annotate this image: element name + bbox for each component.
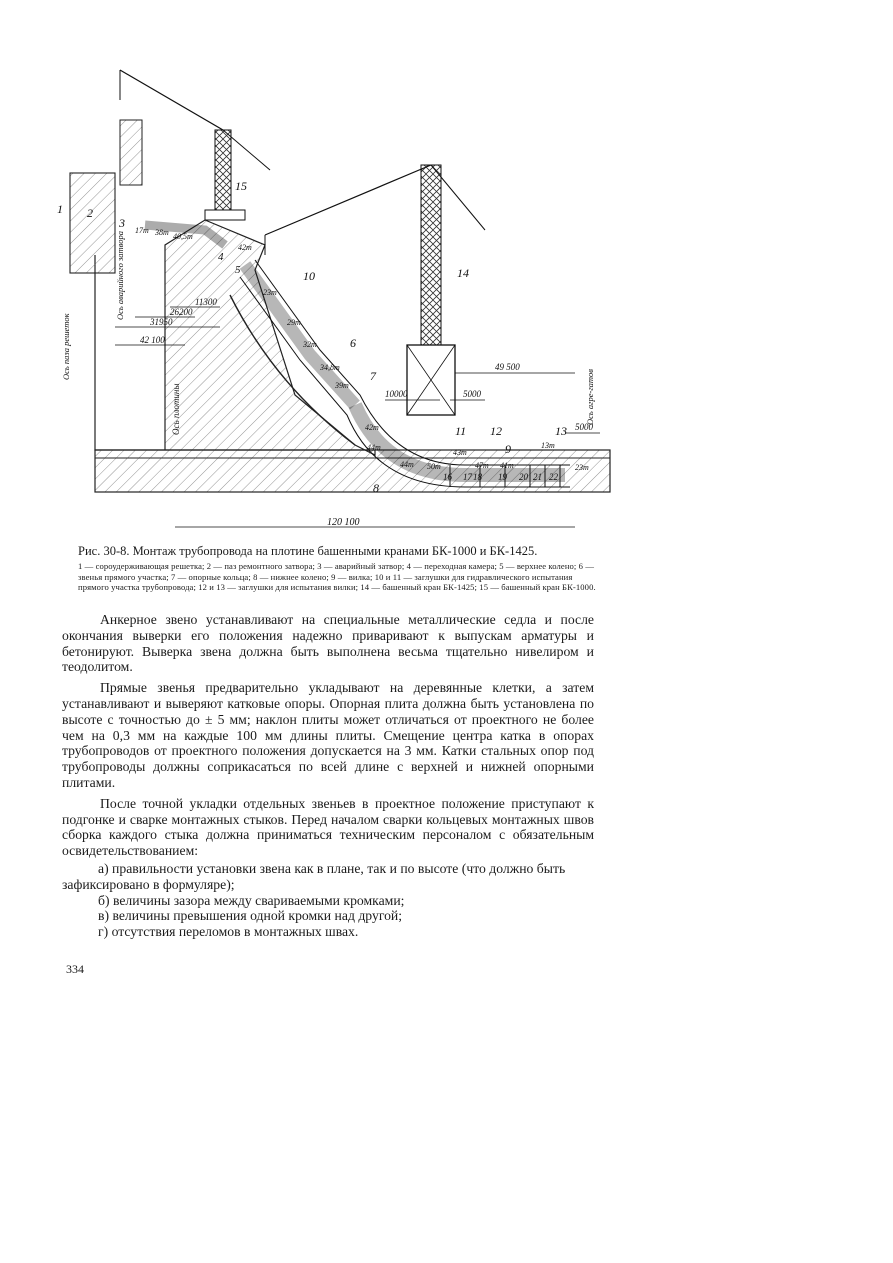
label-2: 2 <box>87 206 93 220</box>
label-14: 14 <box>457 266 469 280</box>
dim-49500: 49 500 <box>495 362 520 372</box>
label-17: 17 <box>463 472 472 482</box>
mass-23m: 23m <box>263 288 277 297</box>
label-7: 7 <box>370 369 376 383</box>
mass-32m: 32m <box>303 340 317 349</box>
page-number: 334 <box>66 962 84 976</box>
mass-47m: 47m <box>475 461 489 470</box>
label-16: 16 <box>443 472 452 482</box>
mass-41m: 41m <box>500 461 514 470</box>
crane-15-base <box>205 210 245 220</box>
mass-50m: 50m <box>427 462 441 471</box>
label-20: 20 <box>519 472 528 482</box>
label-13: 13 <box>555 424 567 438</box>
mass-44m-b: 44m <box>400 460 414 469</box>
intake-structure <box>70 173 115 273</box>
dim-5000-a: 5000 <box>463 389 481 399</box>
body-text <box>62 612 594 940</box>
caption-legend: 1 — сороудерживающая решетка; 2 — паз ремонтного затвора; 3 — аварийный затвор; 4 — переходная камера; 5 — верхнее колено; 6 — звенья прямого участка; 7 — опорные кольца; 8 — нижнее колено; 9 — вилка; 10 и 11 — заглушки для гидравлического испытания прямого участка трубопровода; 12 и 13 — заглушки для испытания вилки; 14 — башенный кран БК-1425; 15 — башенный кран БК-1000. <box>78 561 596 592</box>
label-1: 1 <box>57 202 63 216</box>
crane-14-tower <box>421 165 441 345</box>
dim-10000: 10000 <box>385 389 408 399</box>
axis-emergency-gate-label: Ось аварийного затвора <box>115 231 125 320</box>
mass-39m: 39m <box>335 381 349 390</box>
figure-caption <box>78 543 598 593</box>
mass-42m-b: 42m <box>365 423 379 432</box>
mass-42m: 42m <box>238 243 252 252</box>
mass-44m: 44m <box>367 443 381 452</box>
label-4: 4 <box>218 251 224 263</box>
label-8: 8 <box>373 481 379 495</box>
label-3: 3 <box>119 216 125 230</box>
dim-42100: 42 100 <box>140 335 165 345</box>
dam-body <box>95 220 375 455</box>
label-11: 11 <box>455 424 467 438</box>
label-15: 15 <box>235 179 247 193</box>
axis-dam-label: Ось плотины <box>171 383 181 435</box>
mass-29m: 29m <box>287 318 301 327</box>
label-18: 18 <box>473 472 482 482</box>
label-19: 19 <box>498 472 507 482</box>
dim-120100: 120 100 <box>327 517 360 528</box>
paragraph-anchor-segment: Анкерное звено устанавливают на специальные металлические седла и после окончания выверки его положения надежно приваривают к выпускам арматуры и бетонируют. Выверка звена должна быть выполнена весьма тщательно нивелиром и теодолитом. <box>62 612 594 675</box>
label-22: 22 <box>549 472 558 482</box>
mass-17m: 17m <box>135 226 149 235</box>
dim-26200: 26200 <box>170 307 193 317</box>
label-9: 9 <box>505 442 511 456</box>
caption-title: Рис. 30-8. Монтаж трубопровода на плотине башенными кранами БК-1000 и БК-1425. <box>78 544 538 558</box>
list-item: в) величины превышения одной кромки над другой; <box>98 908 403 924</box>
list-item: а) правильности установки звена как в плане, так и по высоте (что должно быть зафиксировано в формуляре); <box>62 860 566 892</box>
label-12: 12 <box>490 424 502 438</box>
dim-5000-b: 5000 <box>575 422 593 432</box>
mass-40-5m: 40,5m <box>173 232 193 241</box>
label-21: 21 <box>533 472 542 482</box>
paragraph-straight-segments: Прямые звенья предварительно укладывают на деревянные клетки, а затем устанавливают и выверяют катковые опоры. Опорная плита должна быть установлена по высоте с точностью до ± 5 мм; наклон плиты может отличаться от проектного не более чем на 0,3 мм на каждые 100 мм длины плиты. Смещение центра катка в опорах трубопроводов от проектного положения допускается на 3 мм. Катки стальных опор под трубопроводы должны соприкасаться по всей длине с верхней и нижней опорными плитами. <box>62 680 594 790</box>
dim-31950: 31950 <box>150 317 173 327</box>
mass-43m: 43m <box>453 448 467 457</box>
figure-dam-pipeline-cranes <box>55 55 615 535</box>
list-item: б) величины зазора между свариваемыми кромками; <box>98 892 405 908</box>
figure-drawing <box>55 55 615 535</box>
intake-upper <box>120 120 142 185</box>
list-item: г) отсутствия переломов в монтажных швах. <box>98 924 359 940</box>
dim-11300: 11300 <box>195 297 217 307</box>
inspection-list <box>62 861 594 940</box>
mass-13m: 13m <box>541 441 555 450</box>
mass-23m-b: 23m <box>575 463 589 472</box>
label-6: 6 <box>350 336 356 350</box>
label-5: 5 <box>235 264 241 276</box>
axis-units-label: Ось агре-гатов <box>585 369 595 425</box>
mass-38m: 38m <box>155 228 169 237</box>
axis-gate-label: Ось паза решеток <box>61 313 71 380</box>
label-10: 10 <box>303 269 315 283</box>
paragraph-assembly: После точной укладки отдельных звеньев в проектное положение приступают к подгонке и сварке монтажных стыков. Перед началом сварки кольцевых монтажных швов сборка каждого стыка должна приниматься техническим персоналом с обязательным освидетельствованием: <box>62 795 594 859</box>
mass-34-8m: 34,8m <box>320 363 340 372</box>
crane-15-tower <box>215 130 231 220</box>
